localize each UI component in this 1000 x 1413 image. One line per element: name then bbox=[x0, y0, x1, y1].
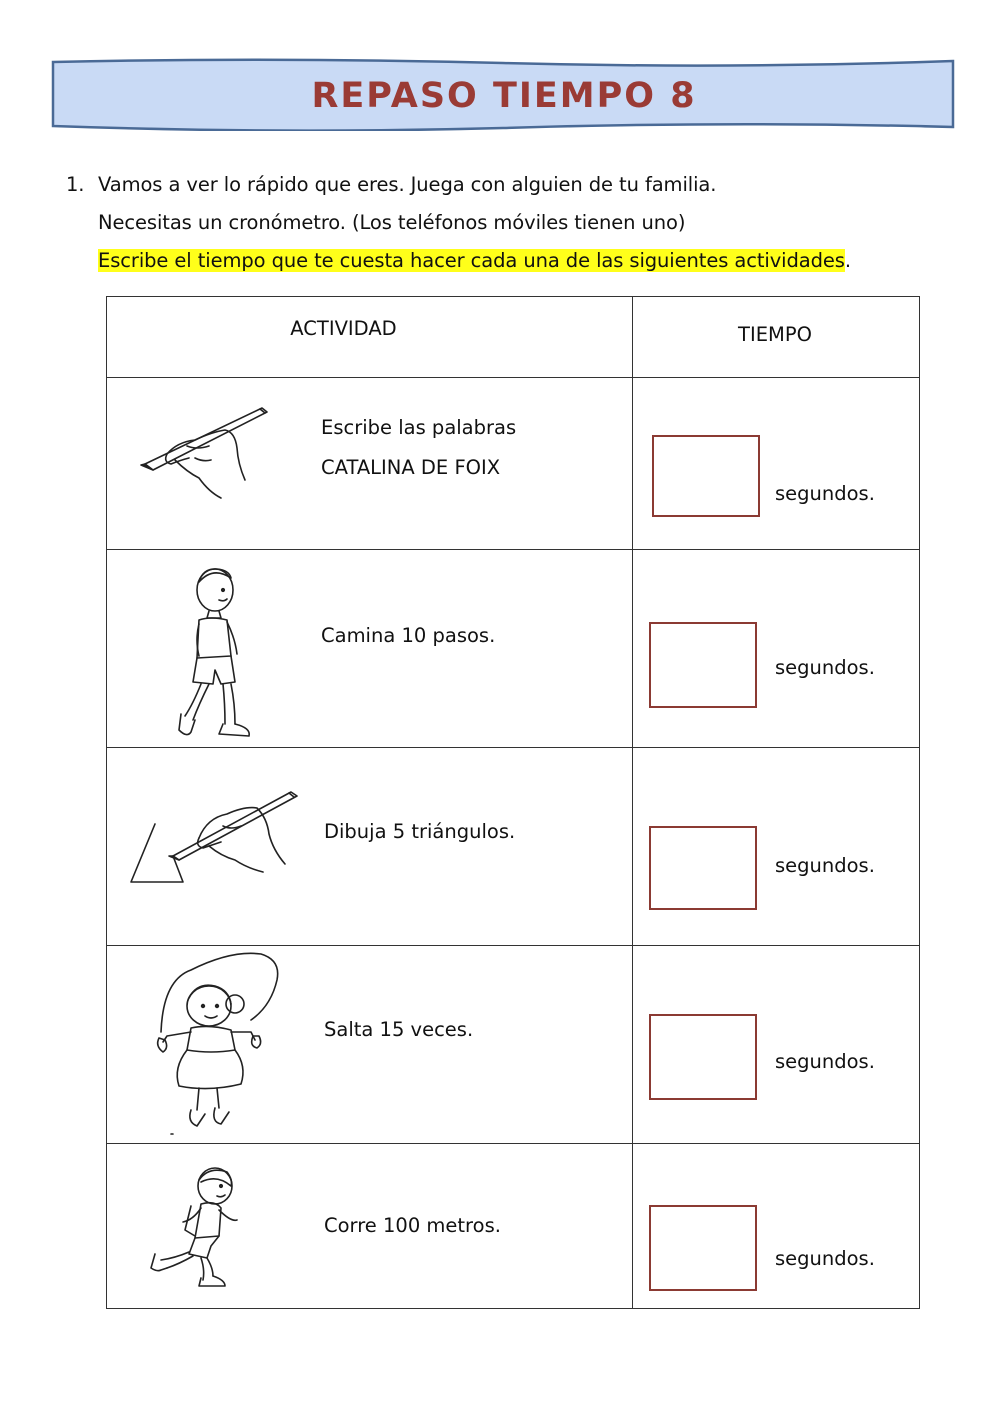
table-row bbox=[107, 748, 920, 946]
instructions bbox=[66, 166, 966, 280]
header-activity: ACTIVIDAD bbox=[107, 297, 633, 378]
time-answer-box[interactable] bbox=[649, 1014, 757, 1100]
instruction-line-1: 1. Vamos a ver lo rápido que eres. Juega con alguien de tu familia. bbox=[66, 166, 966, 204]
instruction-line-2: Necesitas un cronómetro. (Los teléfonos móviles tienen uno) bbox=[98, 211, 686, 234]
time-cell bbox=[633, 748, 920, 946]
unit-label: segundos. bbox=[775, 1247, 875, 1270]
hand-drawing-triangle-icon bbox=[127, 788, 302, 888]
boy-walking-icon bbox=[169, 564, 259, 742]
time-cell bbox=[633, 378, 920, 550]
table-row bbox=[107, 550, 920, 748]
unit-label: segundos. bbox=[775, 854, 875, 877]
activity-cell bbox=[107, 748, 633, 946]
highlighted-instruction: Escribe el tiempo que te cuesta hacer cada una de las siguientes actividades bbox=[98, 249, 845, 272]
time-answer-box[interactable] bbox=[649, 826, 757, 910]
unit-label: segundos. bbox=[775, 482, 875, 505]
activity-text: Corre 100 metros. bbox=[324, 1214, 501, 1237]
activity-cell bbox=[107, 550, 633, 748]
unit-label: segundos. bbox=[775, 656, 875, 679]
hand-writing-icon bbox=[137, 402, 272, 502]
time-answer-box[interactable] bbox=[649, 1205, 757, 1291]
table-row bbox=[107, 1144, 920, 1309]
table-row bbox=[107, 378, 920, 550]
girl-jumping-rope-icon bbox=[151, 950, 281, 1140]
activity-table bbox=[106, 296, 920, 1309]
activity-text: Escribe las palabras CATALINA DE FOIX bbox=[321, 416, 517, 479]
boy-running-icon bbox=[145, 1164, 245, 1288]
page-title: REPASO TIEMPO 8 bbox=[311, 76, 697, 116]
activity-text: Dibuja 5 triángulos. bbox=[324, 820, 516, 843]
table-row bbox=[107, 946, 920, 1144]
table-header-row bbox=[107, 297, 920, 378]
title-banner bbox=[50, 57, 956, 131]
activity-text: Salta 15 veces. bbox=[324, 1018, 474, 1041]
time-answer-box[interactable] bbox=[652, 435, 760, 517]
time-answer-box[interactable] bbox=[649, 622, 757, 708]
activity-cell bbox=[107, 946, 633, 1144]
time-cell bbox=[633, 550, 920, 748]
instruction-number: 1. bbox=[66, 173, 85, 196]
instruction-line-3: Escribe el tiempo que te cuesta hacer cada una de las siguientes actividades. bbox=[98, 249, 851, 272]
time-cell bbox=[633, 946, 920, 1144]
activity-cell bbox=[107, 378, 633, 550]
unit-label: segundos. bbox=[775, 1050, 875, 1073]
activity-cell bbox=[107, 1144, 633, 1309]
time-cell bbox=[633, 1144, 920, 1309]
header-time: TIEMPO bbox=[633, 297, 920, 378]
activity-text: Camina 10 pasos. bbox=[321, 624, 496, 647]
